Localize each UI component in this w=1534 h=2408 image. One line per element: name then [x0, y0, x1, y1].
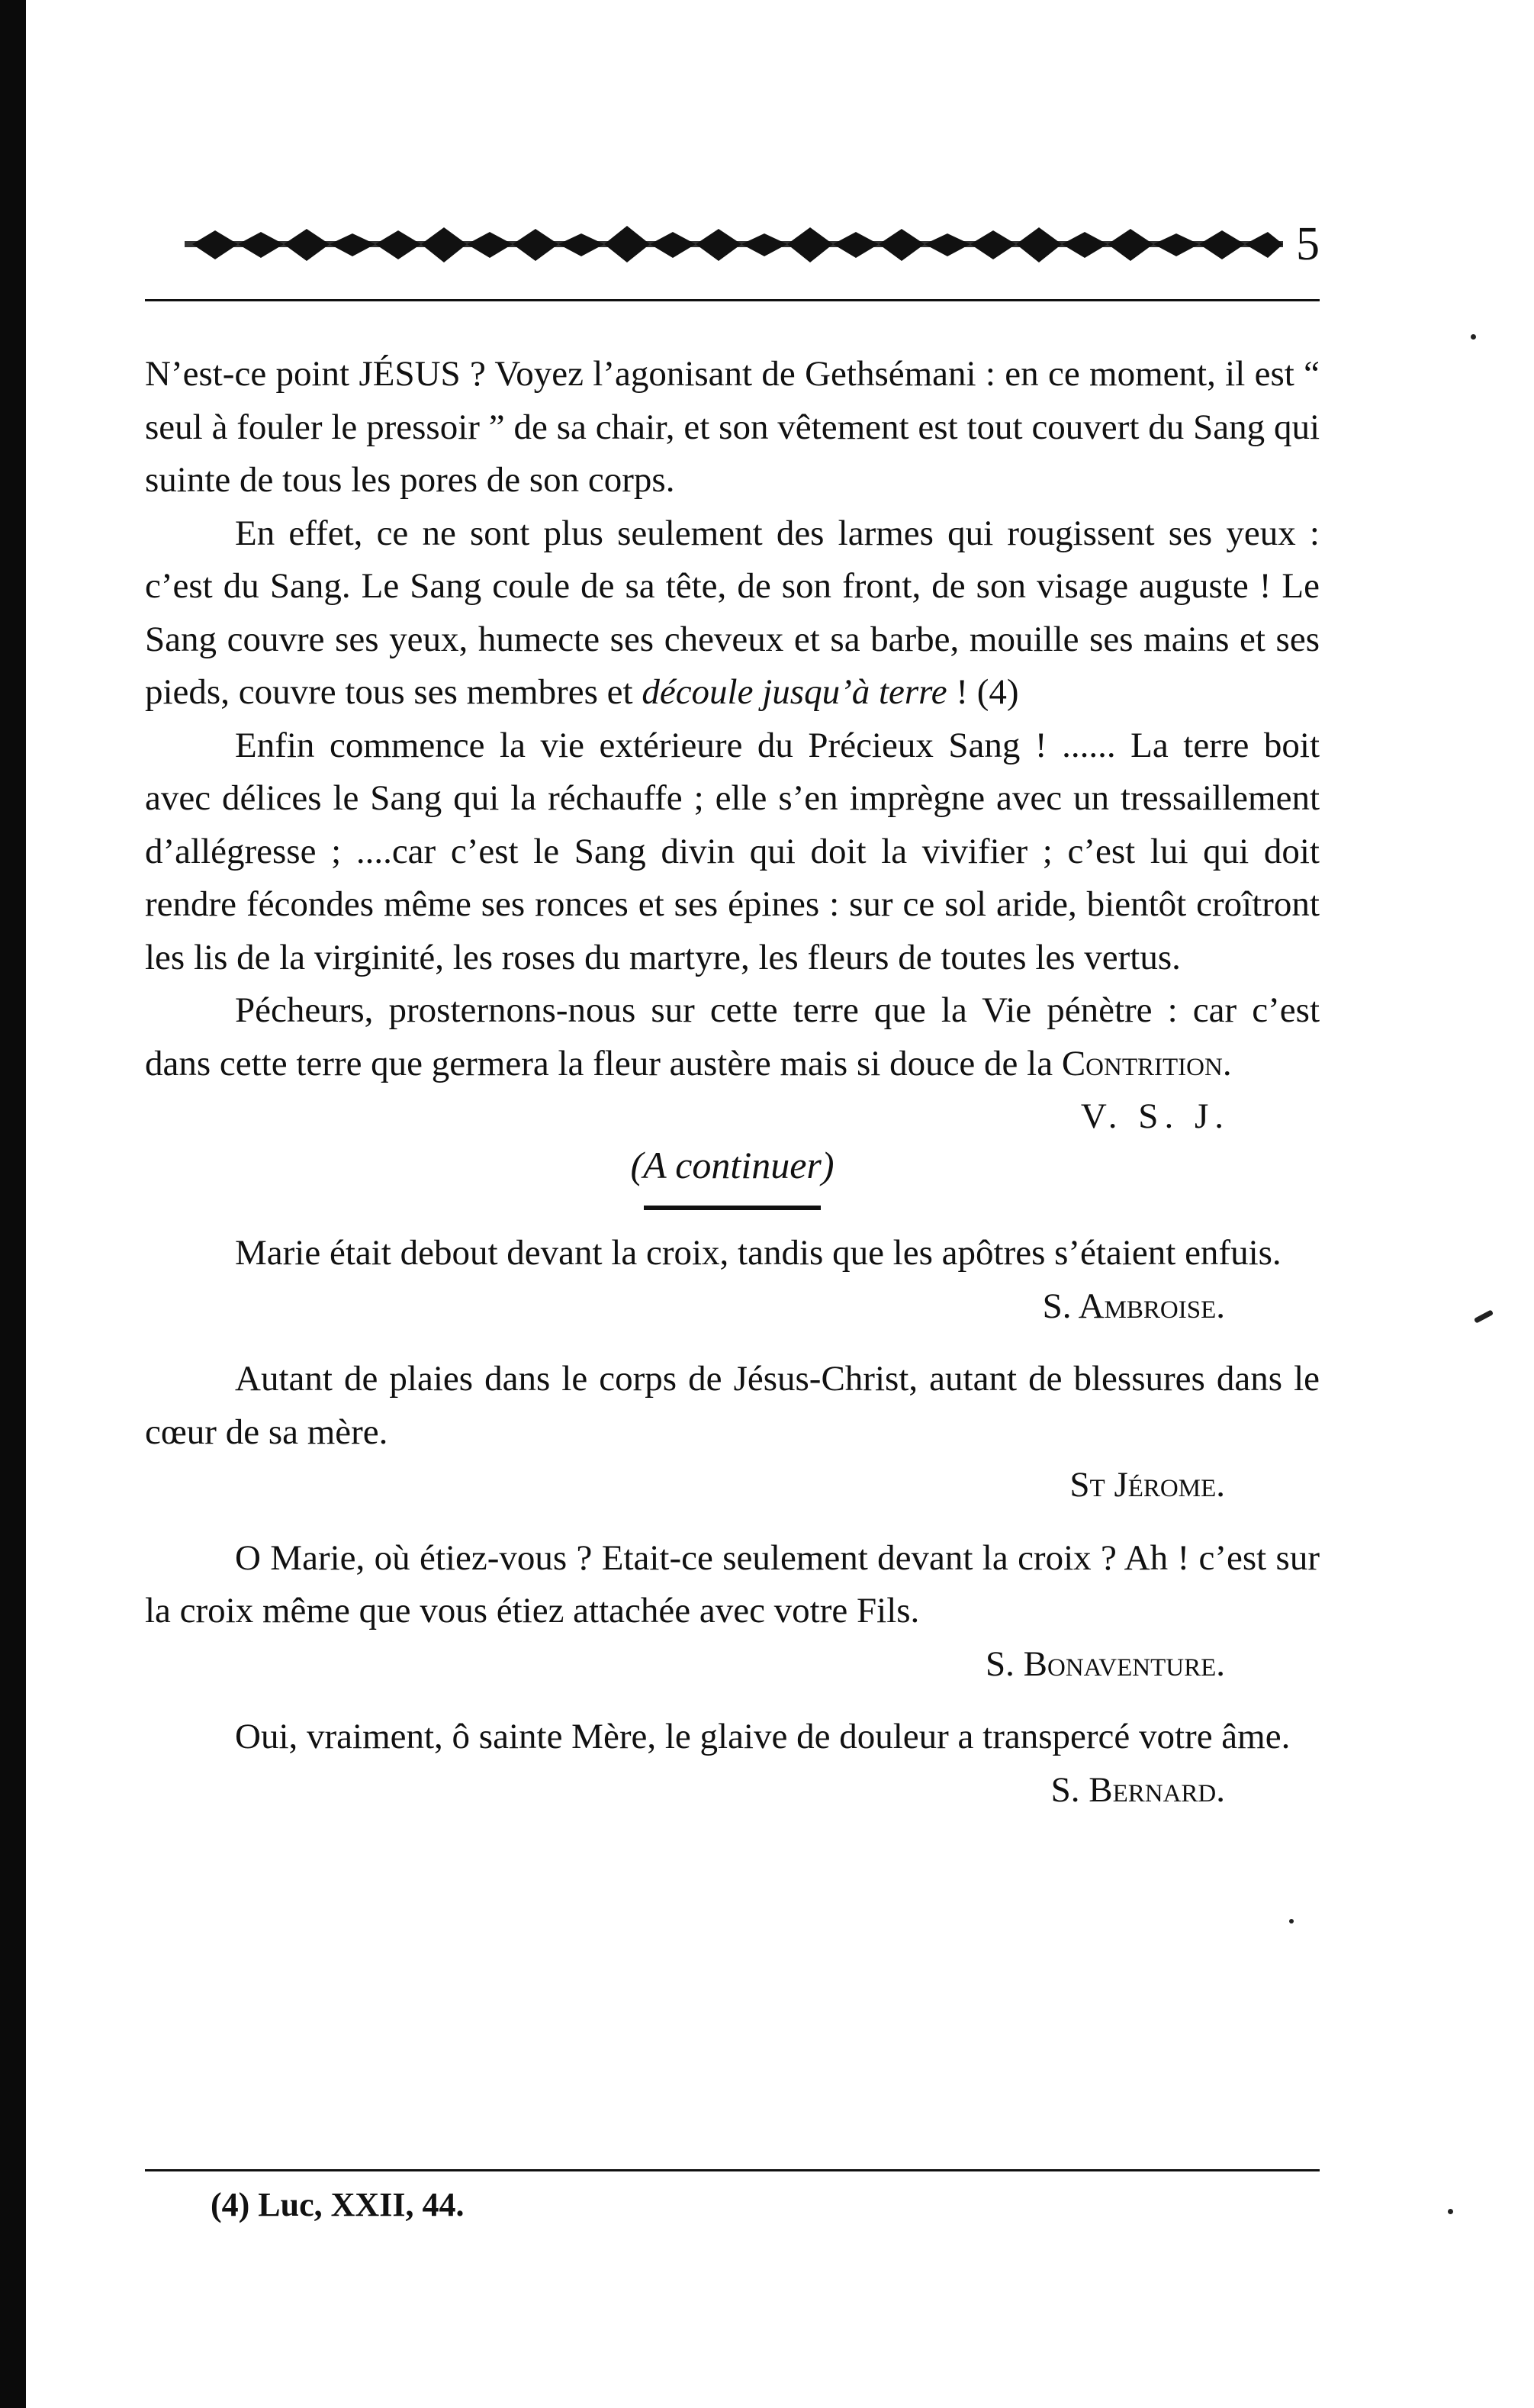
spacer	[145, 1333, 1320, 1353]
quote-author: S. Ambroise.	[1042, 1286, 1225, 1326]
paragraph: Enfin commence la vie extérieure du Précieux Sang ! ...... La terre boit avec délices le Sang qui la réchauffe ; elle s’en imprègne avec un tressaillement d’allégresse ; ....car c’est le Sang divin qui doit la vivifier ; c’est lui qui doit rendre fécondes même ses ronces et ses épines : sur ce sol aride, bientôt croîtront les lis de la virginité, les roses du martyre, les fleurs de toutes les vertus.	[145, 725, 1320, 977]
paragraph	[145, 507, 1320, 720]
spacer	[145, 1691, 1320, 1711]
italic-phrase: découle jusqu’à terre	[642, 672, 947, 712]
quote-author: S. Bonaventure.	[986, 1643, 1225, 1684]
spacer	[145, 1512, 1320, 1532]
signature: V. S. J.	[1080, 1096, 1230, 1136]
paragraph-end: .	[1222, 1043, 1232, 1083]
footnote-reference: ! (4)	[947, 672, 1019, 712]
quote-author: St Jérome.	[1069, 1465, 1225, 1505]
header-rule	[145, 299, 1320, 301]
page-body	[145, 348, 1320, 1817]
quote-text: Autant de plaies dans le corps de Jésus-Christ, autant de blessures dans le cœur de sa mère.	[145, 1359, 1320, 1452]
print-speck	[1474, 1309, 1494, 1323]
to-be-continued: (A continuer)	[630, 1143, 835, 1186]
running-header	[145, 220, 1320, 269]
decorative-title-ornament	[185, 224, 1283, 264]
quote-author: S. Bernard.	[1050, 1769, 1225, 1810]
footnote: (4) Luc, XXII, 44.	[211, 2186, 465, 2223]
page-number: 5	[1296, 218, 1320, 270]
page-binding-edge	[0, 0, 26, 2408]
quote-text: Oui, vraiment, ô sainte Mère, le glaive de douleur a transpercé votre âme.	[235, 1717, 1291, 1756]
paragraph-text: Pécheurs, prosternons-nous sur cette terre que la Vie pénètre : car c’est dans cette terre que germera la fleur austère mais si douce de la	[145, 990, 1320, 1083]
section-divider	[644, 1206, 821, 1210]
paragraph	[145, 984, 1320, 1090]
quote-text: O Marie, où étiez-vous ? Etait-ce seulement devant la croix ? Ah ! c’est sur la croix même que vous étiez attachée avec votre Fils.	[145, 1537, 1320, 1631]
quote-text: Marie était debout devant la croix, tandis que les apôtres s’étaient enfuis.	[235, 1233, 1282, 1273]
print-speck	[1448, 2209, 1453, 2214]
footnote-rule	[145, 2169, 1320, 2171]
print-speck	[1289, 1919, 1294, 1924]
paragraph-text: En effet, ce ne sont plus seulement des larmes qui rougissent ses yeux : c’est du Sang. Le Sang coule de sa tête, de son front, de son visage auguste ! Le Sang couvre ses yeux, humecte ses cheveux et sa barbe, mouille ses mains et ses pieds, couvre tous ses membres et	[145, 513, 1320, 712]
paragraph: N’est-ce point JÉSUS ? Voyez l’agonisant de Gethsémani : en ce moment, il est “ seul à fouler le pressoir ” de sa chair, et son vêtement est tout couvert du Sang qui suinte de tous les pores de son corps.	[145, 354, 1320, 500]
smallcaps-word: Contrition	[1061, 1043, 1223, 1083]
print-speck	[1471, 334, 1476, 340]
